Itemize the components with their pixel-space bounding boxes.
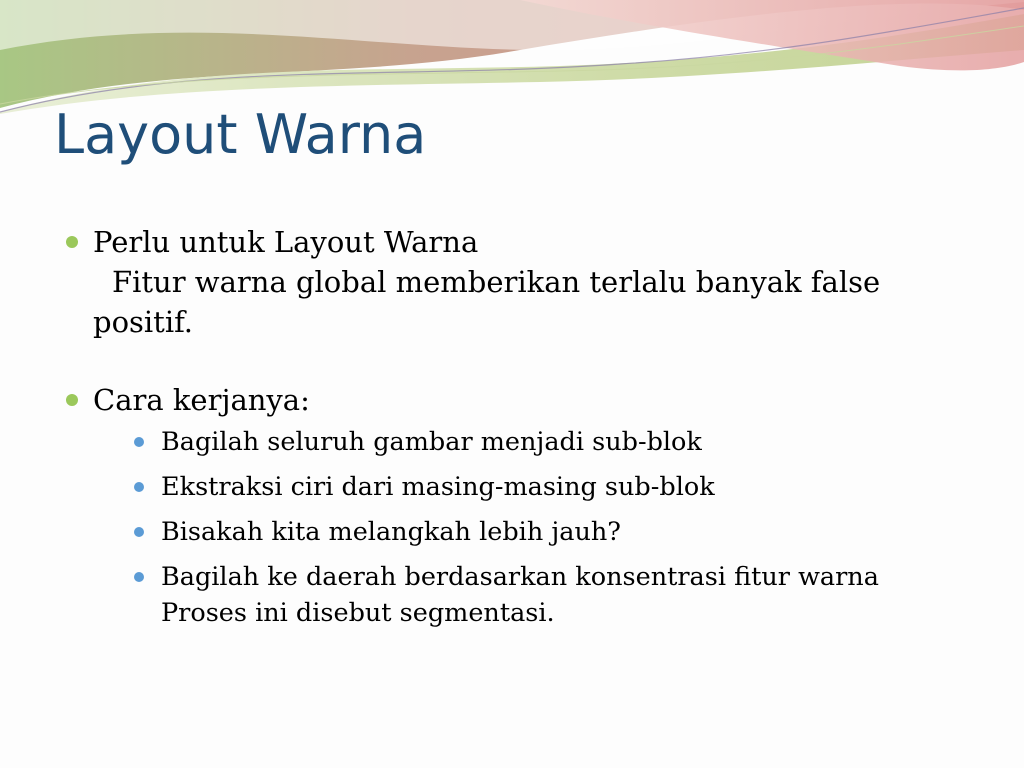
sub-bullet-dot-icon	[134, 527, 144, 537]
sub-bullet-item	[134, 514, 966, 550]
bullet-dot-icon	[66, 394, 78, 406]
bullet-line-text: Fitur warna global memberikan terlalu banyak false	[112, 265, 881, 299]
bullet-dot-icon	[66, 236, 78, 248]
sub-bullet-item	[134, 424, 966, 460]
sub-bullet-dot-icon	[134, 437, 144, 447]
slide-title: Layout Warna	[54, 103, 427, 166]
sub-bullet-item	[134, 469, 966, 505]
slide-body	[66, 222, 966, 631]
bullet-item	[66, 380, 966, 631]
sub-bullet-line: Bagilah ke daerah berdasarkan konsentrasi fitur warna	[161, 562, 879, 592]
bullet-line-indented	[93, 262, 966, 302]
bullet-text: Cara kerjanya:	[93, 383, 310, 417]
sub-bullet-line: Proses ini disebut segmentasi.	[161, 598, 555, 628]
sub-bullet-list	[93, 424, 966, 631]
sub-bullet-item	[134, 559, 966, 631]
sub-bullet-dot-icon	[134, 572, 144, 582]
bullet-item	[66, 222, 966, 342]
bullet-line: positif.	[93, 305, 194, 339]
sub-bullet-line: Bisakah kita melangkah lebih jauh?	[161, 517, 621, 547]
sub-bullet-line: Bagilah seluruh gambar menjadi sub-blok	[161, 427, 702, 457]
sub-bullet-line: Ekstraksi ciri dari masing-masing sub-blok	[161, 472, 715, 502]
sub-bullet-dot-icon	[134, 482, 144, 492]
bullet-line: Perlu untuk Layout Warna	[93, 225, 479, 259]
